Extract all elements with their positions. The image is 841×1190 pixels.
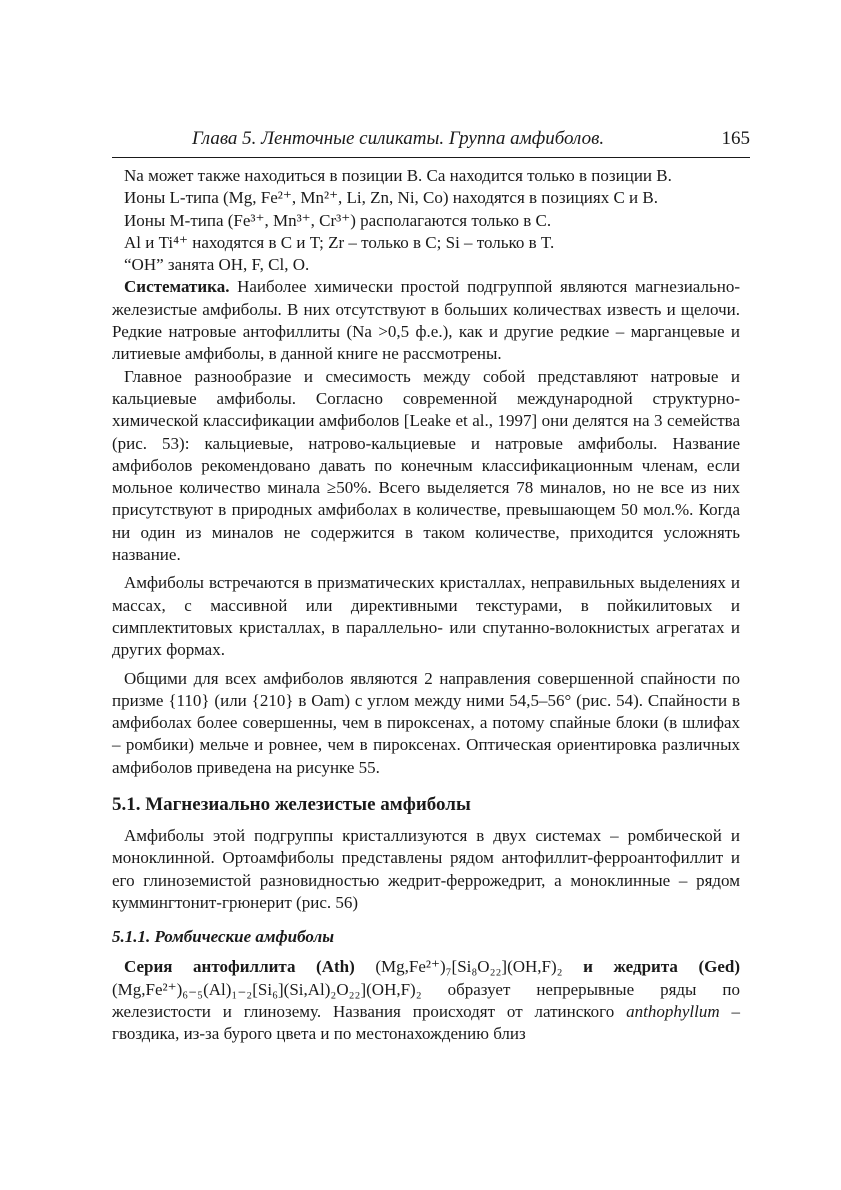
page-number: 165 bbox=[721, 128, 750, 149]
intro-line: Ионы L-типа (Mg, Fe²⁺, Mn²⁺, Li, Zn, Ni, Co) находятся в позициях C и B. bbox=[124, 188, 658, 208]
series-anthophyllite-label: Серия антофиллита (Ath) bbox=[124, 957, 355, 977]
series-gedrite-label: и жедрита (Ged) bbox=[583, 957, 740, 977]
intro-line: Ионы M-типа (Fe³⁺, Mn³⁺, Cr³⁺) располагаются только в C. bbox=[124, 210, 552, 230]
paragraph-diversity: Главное разнообразие и смесимость между собой представляют натровые и кальциевые амфиболы. Согласно современной международной структурно-химической классификации амфиболов [Leake et al., 1997] они делятся на 3 семейства (рис. 53): кальциевые, натрово-кальциевые и натровые амфиболы. Название амфиболов рекомендовано давать по конечным классификационным членам, если мольное количество минала ≥50%. Всего выделяется 78 миналов, но не все из них присутствуют в природных амфиболах в количестве, превышающем 50 мол.%. Когда ни один из миналов не содержится в таком количестве, приходится усложнять название. bbox=[112, 366, 740, 565]
header-rule bbox=[112, 157, 750, 158]
paragraph-occurrence: Амфиболы встречаются в призматических кристаллах, неправильных выделениях и массах, с массивной или директивными текстурами, в пойкилитовых и симплектитовых кристаллах, в параллельно- или спутанно-волокнистых агрегатах и других формах. bbox=[112, 573, 740, 660]
systematics-text: Наиболее химически простой подгруппой являются магнезиально-железистые амфиболы. В них отсутствуют в больших количествах известь и щелочи. Редкие натровые антофиллиты (Na >0,5 ф.е.), как и другие редкие – марганцевые и литиевые амфиболы, в данной книге не рассмотрены. bbox=[112, 277, 740, 364]
section-text: – гвоздика, из-за бурого цвета и по местонахождению близ bbox=[112, 1001, 740, 1044]
page-body bbox=[112, 165, 740, 1045]
paragraph-section-5-1-1 bbox=[112, 956, 740, 1045]
section-text: образует непрерывные ряды по железистости и глинозему. Названия происходят от латинского bbox=[112, 979, 740, 1021]
systematics-label: Систематика. bbox=[124, 277, 230, 297]
chapter-title: Глава 5. Ленточные силикаты. Группа амфиболов. bbox=[192, 128, 605, 149]
paragraph-cleavage: Общими для всех амфиболов являются 2 направления совершенной спайности по призме {110} (или {210} в Oam) с углом между ними 54,5–56° (рис. 54). Спайности в амфиболах более совершенны, чем в пироксенах, а потому спайные блоки (в шлифах – ромбики) мельче и ровнее, чем в пироксенах. Оптическая ориентировка различных амфиболов приведена на рисунке 55. bbox=[112, 668, 740, 777]
anthophyllite-formula: (Mg,Fe²⁺)₇[Si₈O₂₂](OH,F)₂ bbox=[354, 957, 584, 977]
latin-term: anthophyllum bbox=[626, 1001, 720, 1021]
intro-line: “OH” занята OH, F, Cl, O. bbox=[124, 255, 310, 275]
intro-line: Na может также находиться в позиции B. Ca находится только в позиции B. bbox=[124, 166, 672, 185]
section-heading-5-1: 5.1. Магнезиально железистые амфиболы bbox=[112, 794, 471, 816]
gedrite-formula: (Mg,Fe²⁺)₆₋₅(Al)₁₋₂[Si₆](Si,Al)₂O₂₂](OH,F)₂ bbox=[112, 979, 422, 999]
intro-line: Al и Ti⁴⁺ находятся в C и T; Zr – только в C; Si – только в T. bbox=[124, 232, 555, 252]
paragraph-systematics bbox=[112, 276, 740, 365]
paragraph-section-5-1: Амфиболы этой подгруппы кристаллизуются в двух системах – ромбической и моноклинной. Ортоамфиболы представлены рядом антофиллит-ферроантофиллит и его глиноземистой разновидностью жедрит-феррожедрит, а моноклинные – рядом куммингтонит-грюнерит (рис. 56) bbox=[112, 826, 740, 912]
section-heading-5-1-1: 5.1.1. Ромбические амфиболы bbox=[112, 927, 334, 947]
